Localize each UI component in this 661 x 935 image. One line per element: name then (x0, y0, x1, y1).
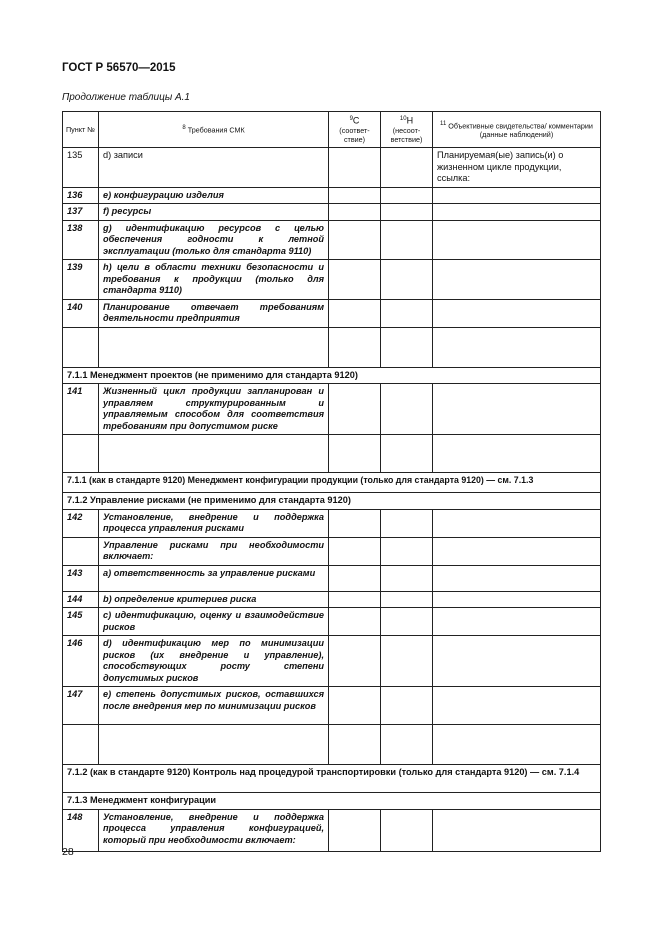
noncompliance-cell[interactable] (381, 299, 433, 327)
table-row (63, 565, 601, 591)
evidence-cell[interactable] (433, 435, 601, 473)
table-row (63, 591, 601, 608)
section-row (63, 367, 601, 384)
noncompliance-cell[interactable] (381, 435, 433, 473)
document-title: ГОСТ Р 56570—2015 (62, 62, 176, 74)
table-caption: Продолжение таблицы А.1 (62, 92, 190, 103)
item-number: 140 (63, 299, 99, 327)
evidence-cell[interactable] (433, 299, 601, 327)
compliance-cell[interactable] (329, 299, 381, 327)
evidence-cell[interactable] (433, 220, 601, 260)
requirement-text: Установление, внедрение и поддержка процесса управления конфигурацией, который при необходимости включает: (99, 809, 329, 851)
compliance-cell[interactable] (329, 220, 381, 260)
table-row (63, 636, 601, 687)
table-row (63, 260, 601, 300)
noncompliance-cell[interactable] (381, 384, 433, 435)
compliance-cell[interactable] (329, 608, 381, 636)
item-number: 137 (63, 204, 99, 221)
noncompliance-cell[interactable] (381, 725, 433, 765)
item-number: 142 (63, 509, 99, 537)
page-number: 28 (62, 846, 74, 858)
table-row (63, 608, 601, 636)
compliance-cell[interactable] (329, 537, 381, 565)
col-header-noncompliance: $^{10}$Н (несоот-ветствие) (381, 112, 433, 148)
item-number: 141 (63, 384, 99, 435)
evidence-cell[interactable] (433, 725, 601, 765)
col-header-item: Пункт № (63, 112, 99, 148)
evidence-cell[interactable] (433, 384, 601, 435)
compliance-cell[interactable] (329, 187, 381, 204)
item-number: 138 (63, 220, 99, 260)
col-header-requirements: $^8$ Требования СМК (99, 112, 329, 148)
item-number: 136 (63, 187, 99, 204)
table-row (63, 687, 601, 725)
compliance-cell[interactable] (329, 509, 381, 537)
evidence-cell[interactable] (433, 537, 601, 565)
section-row (63, 765, 601, 793)
noncompliance-cell[interactable] (381, 260, 433, 300)
requirement-text: f) ресурсы (99, 204, 329, 221)
table-row (63, 299, 601, 327)
noncompliance-cell[interactable] (381, 687, 433, 725)
compliance-cell[interactable] (329, 384, 381, 435)
evidence-cell[interactable] (433, 636, 601, 687)
table-row (63, 509, 601, 537)
requirement-text: Планирование отвечает требованиям деятельности предприятия (99, 299, 329, 327)
section-row (63, 493, 601, 510)
col-header-compliance: $^9$С (соответ-ствие) (329, 112, 381, 148)
requirements-table (62, 111, 601, 852)
noncompliance-cell[interactable] (381, 809, 433, 851)
noncompliance-cell[interactable] (381, 509, 433, 537)
noncompliance-cell[interactable] (381, 565, 433, 591)
compliance-cell[interactable] (329, 636, 381, 687)
empty-row (63, 435, 601, 473)
item-number: 148 (63, 809, 99, 851)
section-heading: 7.1.2 Управление рисками (не применимо для стандарта 9120) (63, 493, 601, 510)
requirement-text: e) конфигурацию изделия (99, 187, 329, 204)
noncompliance-cell[interactable] (381, 148, 433, 188)
section-heading: 7.1.2 (как в стандарте 9120) Контроль над процедурой транспортировки (только для стандарта 9120) — см. 7.1.4 (63, 765, 601, 793)
item-number: 139 (63, 260, 99, 300)
table-header-row (63, 112, 601, 148)
compliance-cell[interactable] (329, 435, 381, 473)
compliance-cell[interactable] (329, 327, 381, 367)
compliance-cell[interactable] (329, 260, 381, 300)
requirement-text: h) цели в области техники безопасности и требования к продукции (только для стандарта 9110) (99, 260, 329, 300)
evidence-cell[interactable] (433, 509, 601, 537)
noncompliance-cell[interactable] (381, 220, 433, 260)
section-heading: 7.1.3 Менеджмент конфигурации (63, 793, 601, 810)
noncompliance-cell[interactable] (381, 327, 433, 367)
compliance-cell[interactable] (329, 809, 381, 851)
evidence-cell[interactable] (433, 327, 601, 367)
evidence-cell[interactable] (433, 608, 601, 636)
compliance-cell[interactable] (329, 591, 381, 608)
empty-row (63, 327, 601, 367)
requirement-text: Управление рисками при необходимости включает: (99, 537, 329, 565)
section-heading: 7.1.1 (как в стандарте 9120) Менеджмент конфигурации продукции (только для стандарта 9120) — см. 7.1.3 (63, 473, 601, 493)
compliance-cell[interactable] (329, 687, 381, 725)
requirement-text: Установление, внедрение и поддержка процесса управления рисками (99, 509, 329, 537)
requirement-text: a) ответственность за управление рисками (99, 565, 329, 591)
compliance-cell[interactable] (329, 148, 381, 188)
requirement-text: d) записи (99, 148, 329, 188)
table-row (63, 809, 601, 851)
item-number: 144 (63, 591, 99, 608)
noncompliance-cell[interactable] (381, 636, 433, 687)
table-row (63, 148, 601, 188)
requirement-text: Жизненный цикл продукции запланирован и управляем структурированным и управляемым способом для соответствия требованиям при допустимом риске (99, 384, 329, 435)
evidence-cell[interactable] (433, 204, 601, 221)
requirement-text: g) идентификацию ресурсов с целью обеспечения годности к летной эксплуатации (только для стандарта 9110) (99, 220, 329, 260)
evidence-cell[interactable] (433, 687, 601, 725)
requirement-text: b) определение критериев риска (99, 591, 329, 608)
noncompliance-cell[interactable] (381, 204, 433, 221)
empty-row (63, 725, 601, 765)
noncompliance-cell[interactable] (381, 608, 433, 636)
compliance-cell[interactable] (329, 204, 381, 221)
table-row (63, 384, 601, 435)
compliance-cell[interactable] (329, 565, 381, 591)
table-row (63, 187, 601, 204)
noncompliance-cell[interactable] (381, 187, 433, 204)
evidence-cell[interactable] (433, 565, 601, 591)
evidence-cell[interactable]: Планируемая(ые) запись(и) о жизненном цикле продукции, ссылка: (433, 148, 601, 188)
col-header-evidence: $^{11}$ Объективные свидетельства/ комментарии (данные наблюдений) (433, 112, 601, 148)
section-row (63, 793, 601, 810)
item-number: 143 (63, 565, 99, 591)
item-number: 147 (63, 687, 99, 725)
noncompliance-cell[interactable] (381, 537, 433, 565)
evidence-cell[interactable] (433, 591, 601, 608)
evidence-cell[interactable] (433, 809, 601, 851)
item-number: 145 (63, 608, 99, 636)
item-number: 135 (63, 148, 99, 188)
table-row (63, 204, 601, 221)
table-row (63, 220, 601, 260)
requirement-text: c) идентификацию, оценку и взаимодействие рисков (99, 608, 329, 636)
item-number: 146 (63, 636, 99, 687)
compliance-cell[interactable] (329, 725, 381, 765)
requirement-text: e) степень допустимых рисков, оставшихся после внедрения мер по минимизации рисков (99, 687, 329, 725)
section-row (63, 473, 601, 493)
evidence-cell[interactable] (433, 187, 601, 204)
section-heading: 7.1.1 Менеджмент проектов (не применимо для стандарта 9120) (63, 367, 601, 384)
table-row (63, 537, 601, 565)
requirement-text: d) идентификацию мер по минимизации рисков (их внедрение и управление), способствующих росту степени допустимых рисков (99, 636, 329, 687)
evidence-cell[interactable] (433, 260, 601, 300)
item-number (63, 537, 99, 565)
noncompliance-cell[interactable] (381, 591, 433, 608)
